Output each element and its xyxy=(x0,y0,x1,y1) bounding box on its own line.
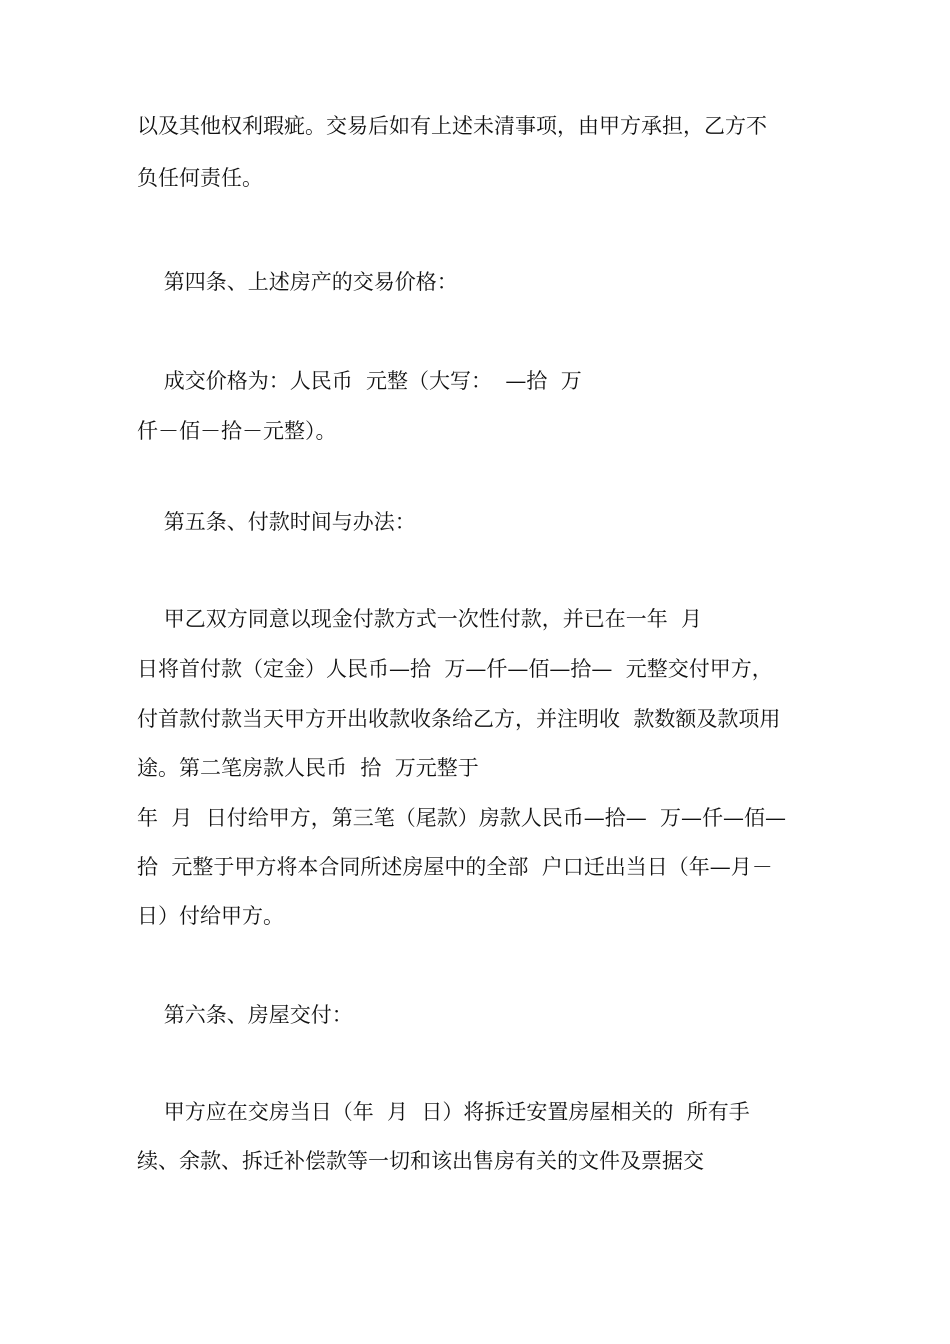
text-line: 以及其他权利瑕疵。交易后如有上述未清事项，由甲方承担，乙方不 xyxy=(137,114,767,138)
article-heading: 第五条、付款时间与办法： xyxy=(137,510,416,534)
text-line: 甲方应在交房当日（年 月 日）将拆迁安置房屋相关的 所有手 xyxy=(137,1100,750,1124)
text-line: 成交价格为：人民币 元整（大写： —拾 万 xyxy=(137,369,582,393)
text-line: 负任何责任。 xyxy=(137,166,263,190)
text-line: 仟－佰－拾－元整）。 xyxy=(137,419,337,443)
text-line: 续、余款、拆迁补偿款等一切和该出售房有关的文件及票据交 xyxy=(137,1149,704,1173)
article-heading: 第六条、房屋交付： xyxy=(137,1003,353,1027)
text-line: 年 月 日付给甲方，第三笔（尾款）房款人民币—拾— 万—仟—佰— xyxy=(137,806,787,830)
article-heading: 第四条、上述房产的交易价格： xyxy=(137,270,458,294)
text-line: 日将首付款（定金）人民币—拾 万—仟—佰—拾— 元整交付甲方， xyxy=(137,657,773,681)
text-line: 拾 元整于甲方将本合同所述房屋中的全部 户口迁出当日（年—月－ xyxy=(137,855,773,879)
text-line: 甲乙双方同意以现金付款方式一次性付款，并已在一年 月 xyxy=(137,607,703,631)
text-line: 日）付给甲方。 xyxy=(137,904,284,928)
text-line: 途。第二笔房款人民币 拾 万元整于 xyxy=(137,756,479,780)
text-line: 付首款付款当天甲方开出收款收条给乙方，并注明收 款数额及款项用 xyxy=(137,707,781,731)
